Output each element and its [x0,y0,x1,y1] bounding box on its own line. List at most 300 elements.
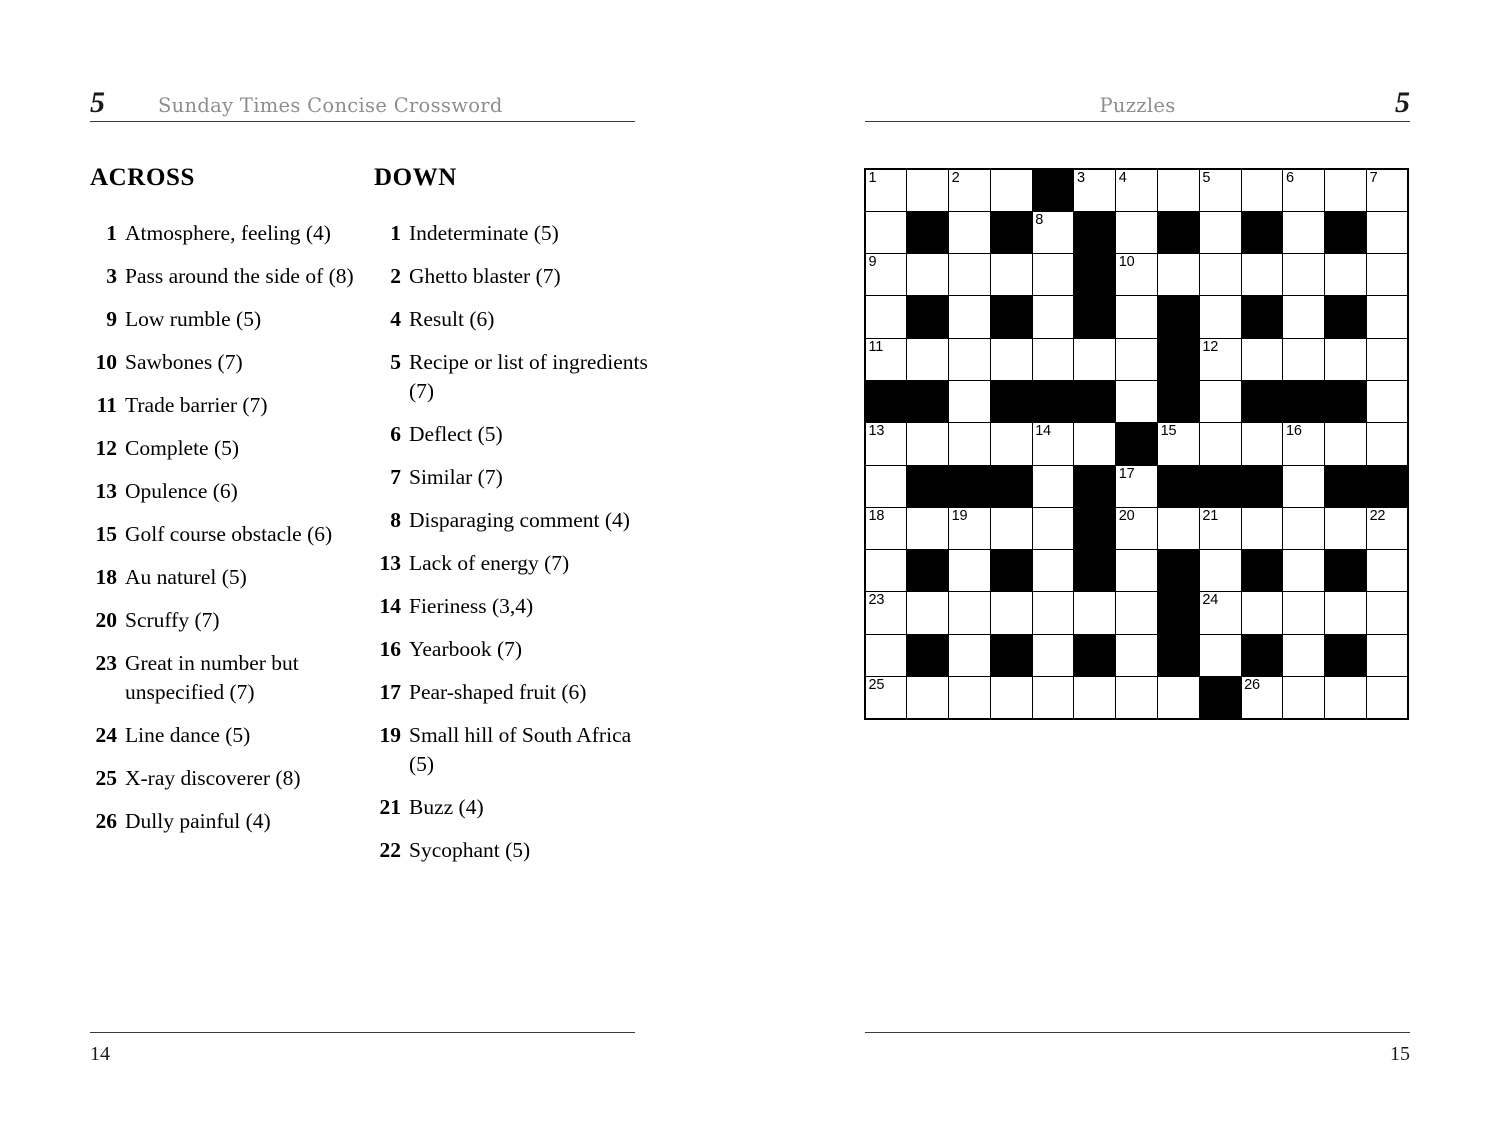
grid-block-cell [1158,592,1200,634]
grid-block-cell [1032,169,1074,211]
grid-letter-cell[interactable] [990,423,1032,465]
grid-row [865,169,1408,211]
clue-text: Indeterminate (5) [409,221,559,245]
grid-block-cell [1325,211,1367,253]
grid-block-cell [1074,465,1116,507]
grid-block-cell [1199,465,1241,507]
grid-block-cell [990,634,1032,676]
grid-letter-cell[interactable] [1241,507,1283,549]
clue-number: 15 [95,521,117,546]
clue-text: Great in number but unspecified (7) [125,650,299,704]
clue-text: Buzz (4) [409,795,484,820]
clue-text: Au naturel (5) [125,564,247,589]
grid-block-cell [990,211,1032,253]
grid-letter-cell[interactable] [907,507,949,549]
grid-row [865,296,1408,338]
grid-letter-cell[interactable] [1199,254,1241,296]
grid-letter-cell[interactable] [1367,507,1409,549]
grid-letter-cell[interactable] [1283,677,1325,719]
grid-letter-cell[interactable] [949,677,991,719]
grid-letter-cell[interactable] [1116,465,1158,507]
grid-letter-cell[interactable] [1032,507,1074,549]
grid-letter-cell[interactable] [1367,592,1409,634]
down-heading: DOWN [374,164,457,191]
grid-block-cell [1199,677,1241,719]
grid-block-cell [1074,254,1116,296]
grid-block-cell [1074,507,1116,549]
grid-block-cell [1325,634,1367,676]
clue-item [90,219,360,248]
clue-text: Result (6) [409,306,495,331]
grid-block-cell [907,634,949,676]
clue-number: 13 [95,478,117,503]
clue-number: 1 [106,221,117,245]
clue-text: Trade barrier (7) [125,392,268,417]
grid-letter-cell[interactable] [1032,338,1074,380]
right-puzzle-number: 5 [1395,86,1410,119]
grid-block-cell [1241,380,1283,422]
grid-letter-cell[interactable] [990,169,1032,211]
grid-block-cell [1325,380,1367,422]
clue-item [90,721,360,750]
grid-letter-cell[interactable] [990,254,1032,296]
grid-cell-number: 19 [951,507,968,524]
grid-block-cell [1074,380,1116,422]
grid-block-cell [1367,465,1409,507]
grid-letter-cell[interactable] [1074,592,1116,634]
grid-row [865,677,1408,719]
clue-item [90,606,360,635]
grid-row [865,465,1408,507]
clue-number: 10 [95,349,117,374]
grid-letter-cell[interactable] [1367,169,1409,211]
grid-letter-cell[interactable] [1199,634,1241,676]
grid-letter-cell[interactable] [1367,550,1409,592]
grid-letter-cell[interactable] [1032,634,1074,676]
grid-letter-cell[interactable] [1074,423,1116,465]
grid-letter-cell[interactable] [1241,169,1283,211]
left-running-head: Sunday Times Concise Crossword [158,93,503,117]
clue-number: 6 [390,422,401,447]
grid-letter-cell[interactable] [1367,634,1409,676]
grid-letter-cell[interactable] [1116,507,1158,549]
grid-letter-cell[interactable] [1032,465,1074,507]
right-page-footer [865,1032,1410,1074]
clue-text: Small hill of South Africa (5) [409,722,632,777]
clue-item [90,649,360,708]
grid-letter-cell[interactable] [1283,211,1325,253]
grid-letter-cell[interactable] [949,592,991,634]
grid-letter-cell[interactable] [1158,677,1200,719]
left-page-header [90,84,635,122]
grid-letter-cell[interactable] [1032,211,1074,253]
clue-number: 9 [106,306,117,331]
grid-letter-cell[interactable] [907,677,949,719]
grid-cell-number: 4 [1118,170,1127,186]
grid-letter-cell[interactable] [1283,338,1325,380]
clue-text: Sawbones (7) [125,349,243,374]
down-clue-list [374,219,659,866]
left-page-number: 14 [90,1043,110,1065]
grid-row [865,550,1408,592]
grid-letter-cell[interactable] [1199,592,1241,634]
grid-letter-cell[interactable] [1199,550,1241,592]
grid-letter-cell[interactable] [865,677,907,719]
grid-letter-cell[interactable] [865,423,907,465]
grid-letter-cell[interactable] [865,550,907,592]
grid-letter-cell[interactable] [1199,169,1241,211]
grid-letter-cell[interactable] [1199,296,1241,338]
grid-letter-cell[interactable] [1116,169,1158,211]
grid-letter-cell[interactable] [1325,338,1367,380]
grid-block-cell [907,211,949,253]
grid-letter-cell[interactable] [949,423,991,465]
clue-text: Pear-shaped fruit (6) [409,679,587,704]
crossword-grid[interactable] [864,168,1409,720]
grid-row [865,507,1408,549]
clue-number: 16 [379,637,401,662]
grid-letter-cell[interactable] [865,211,907,253]
clue-text: X-ray discoverer (8) [125,765,301,790]
grid-letter-cell[interactable] [1283,550,1325,592]
grid-letter-cell[interactable] [1074,338,1116,380]
grid-cell-number: 12 [1202,338,1219,355]
grid-letter-cell[interactable] [949,296,991,338]
grid-block-cell [1283,380,1325,422]
grid-letter-cell[interactable] [1283,634,1325,676]
clue-item [90,477,360,506]
clue-text: Yearbook (7) [409,637,523,662]
grid-letter-cell[interactable] [949,507,991,549]
clue-item [90,348,360,377]
grid-block-cell [1074,211,1116,253]
grid-letter-cell[interactable] [865,254,907,296]
grid-cell-number: 9 [868,254,877,271]
grid-block-cell [907,296,949,338]
clue-item [374,219,659,248]
grid-cell-number: 10 [1118,254,1135,271]
clue-number: 23 [95,650,117,675]
grid-letter-cell[interactable] [907,338,949,380]
grid-block-cell [1074,550,1116,592]
grid-block-cell [1158,211,1200,253]
grid-letter-cell[interactable] [1283,465,1325,507]
grid-letter-cell[interactable] [1032,296,1074,338]
grid-letter-cell[interactable] [907,423,949,465]
clue-number: 20 [95,607,117,632]
grid-letter-cell[interactable] [949,211,991,253]
grid-letter-cell[interactable] [1283,592,1325,634]
left-footer-rule [90,1032,635,1033]
clue-item [374,348,659,407]
grid-letter-cell[interactable] [1367,677,1409,719]
grid-letter-cell[interactable] [865,465,907,507]
grid-letter-cell[interactable] [1199,507,1241,549]
right-header-rule [865,121,1410,122]
grid-letter-cell[interactable] [1283,507,1325,549]
grid-block-cell [1158,634,1200,676]
clue-item [90,305,360,334]
across-clue-column [90,165,360,850]
grid-cell-number: 11 [868,338,884,355]
grid-cell-number: 14 [1035,423,1051,440]
clue-number: 13 [379,551,401,576]
grid-block-cell [1325,465,1367,507]
grid-block-cell [1241,550,1283,592]
grid-block-cell [1241,296,1283,338]
clue-item [90,807,360,836]
grid-letter-cell[interactable] [990,338,1032,380]
grid-letter-cell[interactable] [1116,296,1158,338]
clue-number: 7 [390,465,401,490]
grid-block-cell [907,380,949,422]
grid-row [865,254,1408,296]
clue-item [90,434,360,463]
grid-letter-cell[interactable] [949,169,991,211]
grid-letter-cell[interactable] [949,550,991,592]
grid-letter-cell[interactable] [1241,677,1283,719]
clue-item [374,721,659,780]
clue-number: 26 [95,808,117,833]
grid-row [865,634,1408,676]
clue-text: Disparaging comment (4) [409,508,630,533]
clue-number: 5 [390,349,401,374]
grid-cell-number: 23 [868,592,885,609]
clue-item [90,520,360,549]
clue-text: Dully painful (4) [125,808,271,833]
clue-number: 17 [379,679,401,704]
grid-letter-cell[interactable] [1032,550,1074,592]
clue-number: 1 [390,221,401,245]
grid-letter-cell[interactable] [1116,211,1158,253]
clue-text: Fieriness (3,4) [409,594,534,619]
grid-row [865,423,1408,465]
clue-text: Lack of energy (7) [409,551,570,576]
grid-letter-cell[interactable] [1199,338,1241,380]
grid-letter-cell[interactable] [1325,677,1367,719]
clue-item [90,262,360,291]
grid-letter-cell[interactable] [1199,423,1241,465]
clue-text: Complete (5) [125,435,240,460]
grid-block-cell [1241,211,1283,253]
grid-letter-cell[interactable] [990,677,1032,719]
clue-item [90,391,360,420]
grid-cell-number: 17 [1118,465,1135,482]
clue-number: 2 [390,263,401,288]
grid-letter-cell[interactable] [1116,550,1158,592]
clue-text: Deflect (5) [409,422,503,447]
clue-number: 24 [95,722,117,747]
grid-letter-cell[interactable] [1199,380,1241,422]
clue-item [374,463,659,492]
grid-letter-cell[interactable] [1283,169,1325,211]
clue-item [374,793,659,822]
grid-block-cell [1074,296,1116,338]
grid-letter-cell[interactable] [907,254,949,296]
grid-letter-cell[interactable] [865,338,907,380]
grid-block-cell [1241,465,1283,507]
grid-cell-number: 6 [1285,170,1294,186]
clue-item [90,563,360,592]
grid-letter-cell[interactable] [1116,380,1158,422]
clue-item [374,262,659,291]
grid-letter-cell[interactable] [1032,254,1074,296]
grid-block-cell [1158,550,1200,592]
clue-number: 8 [390,508,401,533]
grid-letter-cell[interactable] [1158,507,1200,549]
grid-letter-cell[interactable] [1158,254,1200,296]
clue-number: 25 [95,765,117,790]
grid-letter-cell[interactable] [990,507,1032,549]
clue-text: Atmosphere, feeling (4) [125,221,331,245]
grid-block-cell [1032,380,1074,422]
left-puzzle-number: 5 [90,86,105,119]
grid-letter-cell[interactable] [1116,677,1158,719]
grid-letter-cell[interactable] [865,634,907,676]
grid-letter-cell[interactable] [1367,296,1409,338]
clue-number: 19 [379,722,401,747]
clue-text: Ghetto blaster (7) [409,263,561,288]
grid-letter-cell[interactable] [1158,169,1200,211]
grid-block-cell [1158,296,1200,338]
grid-letter-cell[interactable] [1241,338,1283,380]
grid-letter-cell[interactable] [1367,254,1409,296]
grid-row [865,380,1408,422]
clue-text: Scruffy (7) [125,607,220,632]
grid-block-cell [1116,423,1158,465]
down-clue-column [374,165,659,879]
grid-letter-cell[interactable] [949,380,991,422]
grid-cell-number: 16 [1285,423,1302,440]
grid-block-cell [907,465,949,507]
clue-item [374,420,659,449]
grid-letter-cell[interactable] [1241,592,1283,634]
clue-item [374,305,659,334]
clue-item [90,764,360,793]
grid-letter-cell[interactable] [1074,169,1116,211]
clue-text: Opulence (6) [125,478,238,503]
grid-block-cell [907,550,949,592]
grid-cell-number: 1 [868,170,877,186]
grid-cell-number: 15 [1160,423,1177,440]
grid-letter-cell[interactable] [1325,592,1367,634]
grid-block-cell [1074,634,1116,676]
across-heading: ACROSS [90,164,196,191]
grid-block-cell [1158,465,1200,507]
grid-letter-cell[interactable] [1283,296,1325,338]
clue-item [374,549,659,578]
grid-cell-number: 7 [1369,170,1378,186]
clue-number: 21 [379,795,401,820]
grid-letter-cell[interactable] [1241,423,1283,465]
clue-number: 11 [96,392,117,417]
grid-letter-cell[interactable] [1241,254,1283,296]
grid-letter-cell[interactable] [1116,592,1158,634]
grid-cell-number: 8 [1035,211,1044,228]
grid-cell-number: 21 [1202,507,1219,524]
grid-letter-cell[interactable] [949,254,991,296]
grid-block-cell [1325,296,1367,338]
grid-letter-cell[interactable] [865,507,907,549]
grid-letter-cell[interactable] [1199,211,1241,253]
grid-letter-cell[interactable] [949,338,991,380]
grid-cell-number: 2 [951,170,960,186]
clue-item [374,678,659,707]
crossword-grid-body [865,169,1408,719]
grid-cell-number: 13 [868,423,885,440]
across-clue-list [90,219,360,836]
grid-letter-cell[interactable] [1032,423,1074,465]
crossword-grid-wrapper [864,168,1409,720]
grid-block-cell [990,296,1032,338]
grid-letter-cell[interactable] [907,592,949,634]
grid-letter-cell[interactable] [1325,423,1367,465]
clue-item [374,836,659,865]
grid-letter-cell[interactable] [1325,169,1367,211]
grid-letter-cell[interactable] [865,296,907,338]
grid-letter-cell[interactable] [1116,338,1158,380]
grid-letter-cell[interactable] [949,634,991,676]
clue-number: 18 [95,564,117,589]
grid-cell-number: 3 [1076,170,1085,186]
grid-letter-cell[interactable] [865,169,907,211]
grid-letter-cell[interactable] [1116,634,1158,676]
grid-row [865,592,1408,634]
grid-letter-cell[interactable] [1367,211,1409,253]
grid-block-cell [865,380,907,422]
grid-letter-cell[interactable] [1367,423,1409,465]
right-footer-rule [865,1032,1410,1033]
grid-cell-number: 25 [868,677,885,694]
right-page-number: 15 [1390,1043,1410,1065]
grid-letter-cell[interactable] [1074,677,1116,719]
right-page-header [865,84,1410,122]
grid-cell-number: 22 [1369,507,1386,524]
clue-item [374,635,659,664]
clue-text: Golf course obstacle (6) [125,521,333,546]
clue-number: 22 [379,838,401,863]
grid-letter-cell[interactable] [865,592,907,634]
grid-letter-cell[interactable] [1367,380,1409,422]
grid-row [865,211,1408,253]
grid-letter-cell[interactable] [1116,254,1158,296]
grid-letter-cell[interactable] [1158,423,1200,465]
clue-text: Line dance (5) [125,722,251,747]
grid-row [865,338,1408,380]
grid-letter-cell[interactable] [1325,254,1367,296]
grid-letter-cell[interactable] [1283,423,1325,465]
clue-number: 14 [379,594,401,619]
grid-letter-cell[interactable] [1325,507,1367,549]
grid-letter-cell[interactable] [907,169,949,211]
grid-cell-number: 18 [868,507,885,524]
grid-letter-cell[interactable] [1032,677,1074,719]
clue-text: Similar (7) [409,465,503,490]
grid-letter-cell[interactable] [1367,338,1409,380]
clue-number: 3 [106,263,117,288]
grid-cell-number: 26 [1244,677,1260,694]
grid-block-cell [949,465,991,507]
grid-block-cell [990,465,1032,507]
clue-text: Low rumble (5) [125,306,262,331]
grid-letter-cell[interactable] [1283,254,1325,296]
left-page-footer [90,1032,635,1074]
clue-item [374,506,659,535]
clue-text: Recipe or list of ingredients (7) [409,349,648,404]
grid-letter-cell[interactable] [990,592,1032,634]
grid-letter-cell[interactable] [1032,592,1074,634]
clue-text: Pass around the side of (8) [125,263,354,288]
